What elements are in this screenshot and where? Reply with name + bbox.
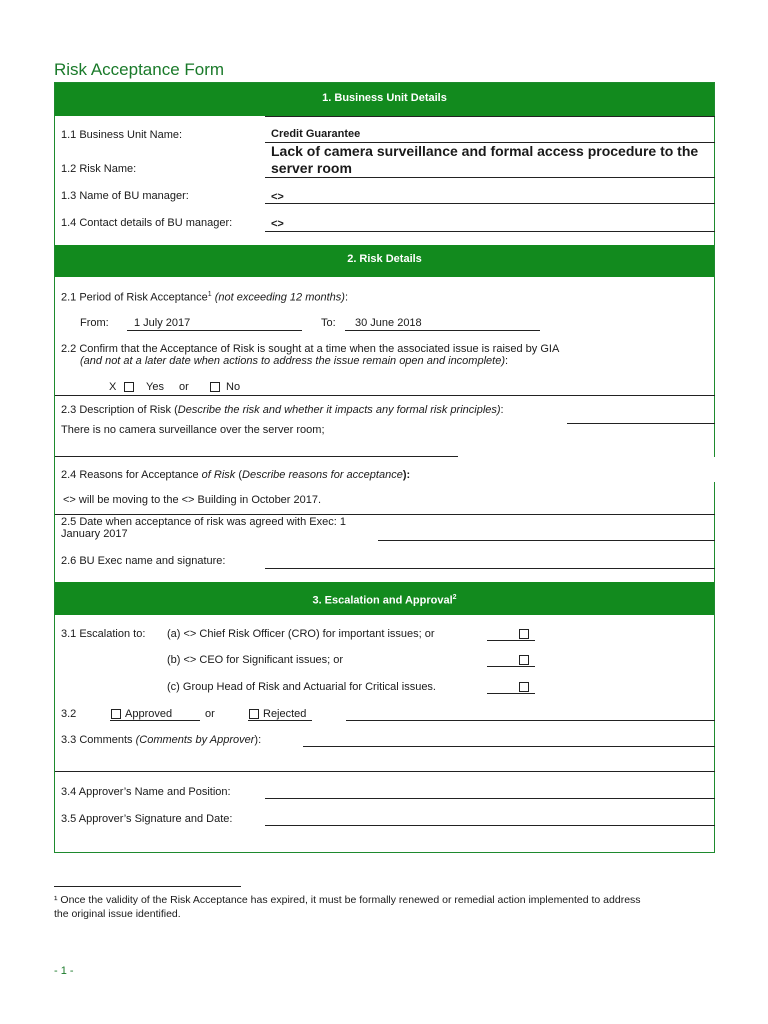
from-line	[127, 330, 302, 331]
contact-label: 1.4 Contact details of BU manager:	[61, 217, 233, 229]
comments-label: 3.3 Comments (Comments by Approver):	[61, 734, 262, 746]
period-sup: 1	[207, 291, 212, 298]
comments-note: (Comments by Approver	[135, 734, 255, 746]
bu-name-value[interactable]: Credit Guarantee	[271, 128, 361, 140]
reasons-label: 2.4 Reasons for Acceptance of Risk (Describe reasons for acceptance):	[61, 469, 411, 481]
to-line	[345, 330, 540, 331]
bu-manager-label: 1.3 Name of BU manager:	[61, 190, 189, 202]
yes-mark: X	[109, 381, 117, 393]
date-line	[378, 540, 715, 541]
confirm-label: 2.2 Confirm that the Acceptance of Risk is sought at a time when the associated issue is raised by GIA	[61, 343, 560, 355]
rejected-checkbox[interactable]	[249, 709, 259, 719]
section2-header: 2. Risk Details	[55, 245, 714, 277]
approved-checkbox[interactable]	[111, 709, 121, 719]
escalation-b: (b) <> CEO for Significant issues; or	[167, 654, 344, 666]
reasons-value[interactable]: <> will be moving to the <> Building in October 2017.	[63, 494, 322, 506]
section1-header: 1. Business Unit Details	[55, 83, 714, 116]
yes-checkbox[interactable]	[124, 382, 134, 392]
comments-divider	[55, 771, 715, 772]
risk-name-label: 1.2 Risk Name:	[61, 163, 137, 175]
desc-bottom-line	[55, 456, 458, 457]
approved-line	[110, 720, 200, 721]
desc-line	[567, 423, 715, 424]
rejected-line	[248, 720, 312, 721]
risk-name-value[interactable]: Lack of camera surveillance and formal access procedure to the server room	[271, 143, 699, 176]
approval-or-label: or	[205, 708, 215, 720]
footnote-line-2: the original issue identified.	[54, 908, 181, 920]
confirm-note-wrap: (and not at a later date when actions to address the issue remain open and incomplete):	[80, 355, 509, 367]
or-label: or	[179, 381, 189, 393]
escalation-a-checkbox[interactable]	[519, 629, 529, 639]
desc-value[interactable]: There is no camera surveillance over the server room;	[61, 424, 325, 436]
desc-note: Describe the risk and whether it impacts any formal risk principles)	[177, 404, 501, 416]
exec-line[interactable]	[265, 568, 715, 569]
bu-manager-line	[265, 203, 715, 204]
bu-name-label: 1.1 Business Unit Name:	[61, 129, 183, 141]
approver-sig-label: 3.5 Approver’s Signature and Date:	[61, 813, 233, 825]
bu-name-top-line	[265, 116, 715, 117]
border-gap	[712, 457, 718, 482]
confirm-divider	[55, 395, 715, 396]
confirm-note: (and not at a later date when actions to address the issue remain open and incomplete)	[80, 355, 505, 367]
section3-sup: 2	[452, 594, 457, 601]
no-label: No	[226, 381, 241, 393]
contact-value[interactable]: <>	[271, 218, 284, 230]
escalation-b-line	[487, 666, 535, 667]
date-label-2: January 2017	[61, 528, 128, 540]
page-number: - 1 -	[54, 965, 74, 977]
from-label: From:	[80, 317, 109, 329]
approver-name-label: 3.4 Approver’s Name and Position:	[61, 786, 231, 798]
period-note: (not exceeding 12 months)	[214, 291, 345, 304]
from-value[interactable]: 1 July 2017	[134, 317, 191, 329]
approved-label: Approved	[125, 708, 173, 720]
escalation-c-checkbox[interactable]	[519, 682, 529, 692]
date-label-1: 2.5 Date when acceptance of risk was agreed with Exec: 1	[61, 516, 346, 528]
reasons-note: Describe reasons for acceptance	[242, 469, 403, 481]
approval-line	[346, 720, 715, 721]
escalation-c-line	[487, 693, 535, 694]
footnote-rule	[54, 886, 241, 887]
escalation-b-checkbox[interactable]	[519, 655, 529, 665]
footnote-line-1: ¹ Once the validity of the Risk Acceptance has expired, it must be formally renewed or remedial action implemented to address	[54, 894, 641, 906]
form-title: Risk Acceptance Form	[54, 60, 225, 79]
contact-line	[265, 231, 715, 232]
escalation-label: 3.1 Escalation to:	[61, 628, 146, 640]
no-checkbox[interactable]	[210, 382, 220, 392]
period-label: 2.1 Period of Risk Acceptance$^1$ (not exceeding 12 months):	[61, 291, 349, 304]
rejected-label: Rejected	[263, 708, 307, 720]
exec-label: 2.6 BU Exec name and signature:	[61, 555, 226, 567]
comments-line[interactable]	[303, 746, 715, 747]
bu-manager-value[interactable]: <>	[271, 191, 284, 203]
section3-header: 3. Escalation and Approval$^2$	[55, 582, 714, 615]
risk-name-line	[265, 177, 715, 178]
to-label: To:	[321, 317, 336, 329]
escalation-a: (a) <> Chief Risk Officer (CRO) for important issues; or	[167, 628, 435, 640]
escalation-c: (c) Group Head of Risk and Actuarial for Critical issues.	[167, 681, 436, 693]
approval-label: 3.2	[61, 708, 77, 720]
desc-label: 2.3 Description of Risk (Describe the risk and whether it impacts any formal risk principles):	[61, 404, 504, 416]
reasons-divider	[55, 514, 715, 515]
escalation-a-line	[487, 640, 535, 641]
to-value[interactable]: 30 June 2018	[355, 317, 422, 329]
approver-name-line[interactable]	[265, 798, 715, 799]
yes-label: Yes	[146, 381, 164, 393]
approver-sig-line[interactable]	[265, 825, 715, 826]
